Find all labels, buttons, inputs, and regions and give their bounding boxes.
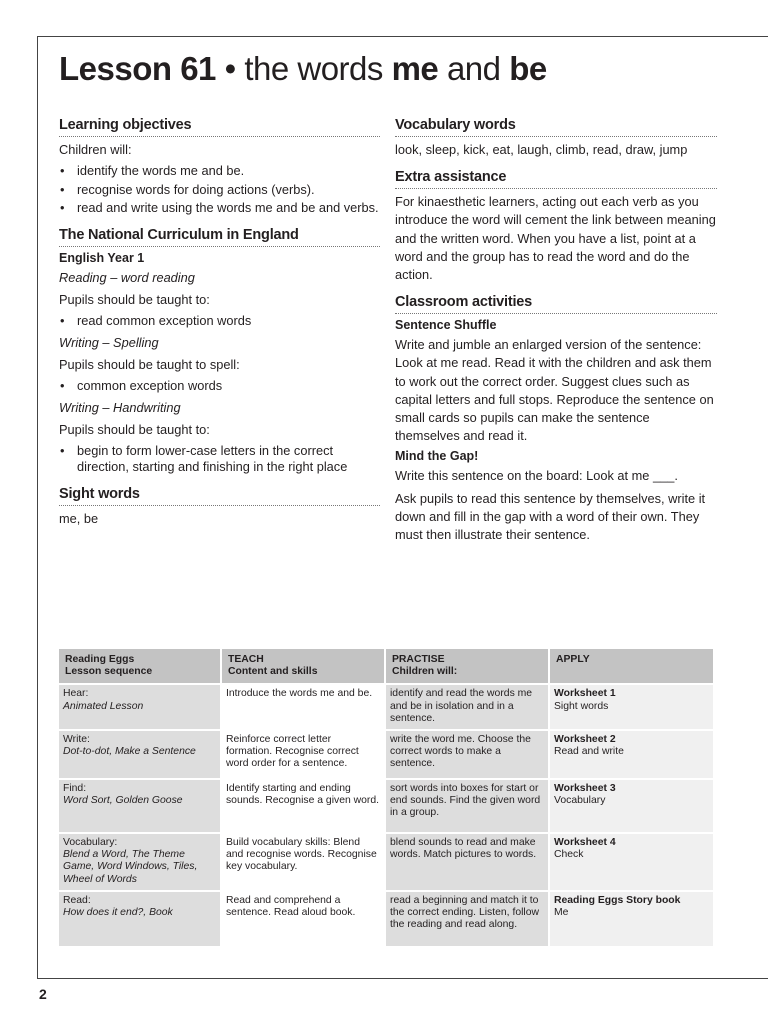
extra-assistance-text: For kinaesthetic learners, acting out each verb as you introduce the word will cement the link between meaning and the written word. When you have a list, point at a word and the group has to read the word and do the action. xyxy=(395,194,716,283)
objectives-list xyxy=(59,163,380,217)
table-row xyxy=(59,685,713,731)
objectives-intro: Children will: xyxy=(59,142,132,157)
column-header: TEACH Content and skills xyxy=(222,649,384,685)
list-item: • identify the words me and be. xyxy=(59,163,380,180)
table-row xyxy=(59,780,713,834)
handwriting-list xyxy=(59,443,380,476)
curriculum-heading: The National Curriculum in England xyxy=(59,227,380,247)
activity-title: Sentence Shuffle xyxy=(395,318,497,333)
reading-list xyxy=(59,313,380,330)
spelling-intro: Pupils should be taught to spell: xyxy=(59,356,240,372)
activity-text: Write this sentence on the board: Look at me ___. xyxy=(395,468,678,484)
practise-cell: write the word me. Choose the correct words to make a sentence. xyxy=(386,731,548,780)
teach-cell: Build vocabulary skills: Blend and recognise words. Recognise key vocabulary. xyxy=(222,834,384,892)
list-item: • begin to form lower-case letters in the correct direction, starting and finishing in the right place xyxy=(59,443,380,476)
sequence-cell: Find: Word Sort, Golden Goose xyxy=(59,780,220,834)
page-number: 2 xyxy=(39,986,47,1002)
activity-title: Mind the Gap! xyxy=(395,449,479,464)
right-column xyxy=(395,117,717,554)
reading-subheading: Reading – word reading xyxy=(59,269,195,285)
activity-text: Ask pupils to read this sentence by themselves, write it down and fill in the gap with a word of their own. They must then illustrate their sentence. xyxy=(395,490,706,543)
apply-cell: Worksheet 3 Vocabulary xyxy=(550,780,713,834)
table-header-row xyxy=(59,649,713,685)
column-header: PRACTISE Children will: xyxy=(386,649,548,685)
list-item: • read common exception words xyxy=(59,313,380,330)
sequence-cell: Vocabulary: Blend a Word, The Theme Game, Word Windows, Tiles, Wheel of Words xyxy=(59,834,220,892)
sequence-cell: Hear: Animated Lesson xyxy=(59,685,220,731)
apply-cell: Reading Eggs Story book Me xyxy=(550,892,713,948)
column-header: Reading Eggs Lesson sequence xyxy=(59,649,220,685)
teach-cell: Introduce the words me and be. xyxy=(222,685,384,731)
table-row xyxy=(59,731,713,780)
page-title: Lesson 61 • the words me and be xyxy=(59,50,547,87)
classroom-activities-section xyxy=(395,294,717,544)
learning-objectives-heading: Learning objectives xyxy=(59,117,380,137)
sequence-cell: Read: How does it end?, Book xyxy=(59,892,220,948)
handwriting-intro: Pupils should be taught to: xyxy=(59,421,210,437)
learning-objectives-section xyxy=(59,117,380,217)
reading-intro: Pupils should be taught to: xyxy=(59,291,210,307)
spelling-subheading: Writing – Spelling xyxy=(59,334,159,350)
list-item: • recognise words for doing actions (verbs). xyxy=(59,182,380,199)
table-row xyxy=(59,834,713,892)
left-column xyxy=(59,117,380,538)
practise-cell: read a beginning and match it to the correct ending. Listen, follow the reading and read along. xyxy=(386,892,548,948)
classroom-activities-heading: Classroom activities xyxy=(395,294,717,314)
practise-cell: identify and read the words me and be in isolation and in a sentence. xyxy=(386,685,548,731)
column-header: APPLY xyxy=(550,649,713,685)
practise-cell: sort words into boxes for start or end sounds. Find the given word in a group. xyxy=(386,780,548,834)
table-row xyxy=(59,892,713,948)
teach-cell: Identify starting and ending sounds. Recognise a given word. xyxy=(222,780,384,834)
activity-text: Write and jumble an enlarged version of the sentence: Look at me read. Read it with the children and ask them to work out the correct order. Suggest clues such as capital letters and full stops. Reproduce the sentence on small cards so pupils can make the sentence themselves and read it. xyxy=(395,337,714,444)
extra-assistance-heading: Extra assistance xyxy=(395,169,717,189)
teach-cell: Reinforce correct letter formation. Recognise correct word order for a sentence. xyxy=(222,731,384,780)
curriculum-section xyxy=(59,227,380,476)
vocabulary-text: look, sleep, kick, eat, laugh, climb, read, draw, jump xyxy=(395,142,688,157)
list-item: • read and write using the words me and be and verbs. xyxy=(59,200,380,217)
vocabulary-heading: Vocabulary words xyxy=(395,117,717,137)
curriculum-year: English Year 1 xyxy=(59,250,145,265)
lesson-sequence-table xyxy=(57,649,715,948)
sight-words-section xyxy=(59,486,380,528)
apply-cell: Worksheet 1 Sight words xyxy=(550,685,713,731)
practise-cell: blend sounds to read and make words. Match pictures to words. xyxy=(386,834,548,892)
apply-cell: Worksheet 2 Read and write xyxy=(550,731,713,780)
apply-cell: Worksheet 4 Check xyxy=(550,834,713,892)
sequence-cell: Write: Dot-to-dot, Make a Sentence xyxy=(59,731,220,780)
teach-cell: Read and comprehend a sentence. Read aloud book. xyxy=(222,892,384,948)
list-item: • common exception words xyxy=(59,378,380,395)
vocabulary-section xyxy=(395,117,717,159)
spelling-list xyxy=(59,378,380,395)
handwriting-subheading: Writing – Handwriting xyxy=(59,399,181,415)
sight-words-text: me, be xyxy=(59,510,99,526)
extra-assistance-section xyxy=(395,169,717,284)
sight-words-heading: Sight words xyxy=(59,486,380,506)
